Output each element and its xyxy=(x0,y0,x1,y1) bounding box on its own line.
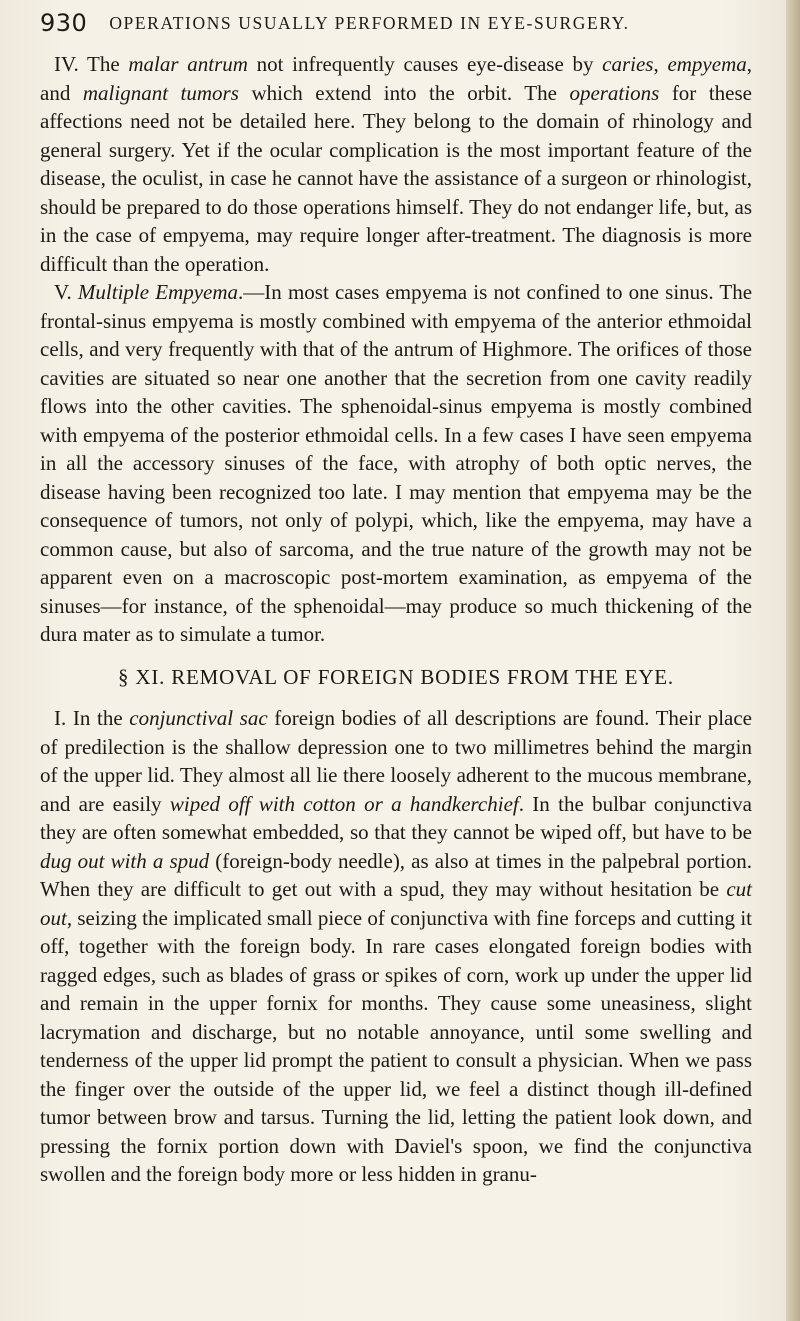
text-run: which extend into the orbit. The xyxy=(238,80,570,105)
paragraph-number: I. xyxy=(54,706,67,730)
text-run: The xyxy=(78,52,129,76)
paragraph-iv xyxy=(40,50,752,278)
text-run: , and xyxy=(40,52,752,105)
italic-term: caries xyxy=(602,52,654,76)
text-run: . In the bulbar conjunctiva they are often somewhat embedded, so that they cannot be wiped off, but have to be xyxy=(40,791,752,844)
page-header xyxy=(40,6,740,40)
section-heading: § XI. REMOVAL OF FOREIGN BODIES FROM THE EYE. xyxy=(118,664,674,689)
text-run: (foreign-body needle), as also at times in the palpebral portion. When they are difficult to get out with a spud, they may without hesitation be xyxy=(40,848,752,901)
paragraph-v xyxy=(40,278,752,649)
italic-term: malignant tumors xyxy=(82,80,239,105)
paragraph-i xyxy=(40,704,752,1189)
italic-term: empyema xyxy=(667,52,747,76)
italic-term: conjunctival sac xyxy=(129,706,268,730)
running-head: OPERATIONS USUALLY PERFORMED IN EYE-SURGERY. xyxy=(109,12,630,33)
paragraph-number: V. xyxy=(54,280,72,304)
italic-term: malar antrum xyxy=(128,52,248,76)
body-text xyxy=(40,50,752,1189)
italic-term: Multiple Empyema xyxy=(77,280,239,304)
text-run: not infrequently causes eye-disease by xyxy=(247,52,603,76)
italic-term: wiped off with cotton or a handkerchief xyxy=(169,791,519,816)
italic-term: cut out xyxy=(40,877,752,930)
italic-term: operations xyxy=(569,80,660,105)
text-run: In the xyxy=(66,706,130,730)
page-edge-shadow xyxy=(786,0,800,1321)
text-run: for these affections need not be detailed here. They belong to the domain of rhinology and general surgery. Yet if the ocular complication is the most important feature of the disease, the oculist, in case he cannot have the assistance of a surgeon or rhinologist, should be prepared to do those operations himself. They do not endanger life, but, as in the case of empyema, may require longer after-treatment. The diagnosis is more difficult than the operation. xyxy=(40,80,752,276)
text-run: foreign bodies of all descriptions are found. Their place of predilection is the shallow depression one to two millimetres behind the margin of the upper lid. They almost all lie there loosely adherent to the mucous membrane, and are easily xyxy=(40,706,752,816)
text-run: .—In most cases empyema is not confined to one sinus. The frontal-sinus empyema is mostly combined with empyema of the anterior ethmoidal cells, and very frequently with that of the antrum of Highmore. The orifices of those cavities are situated so near one another that the secretion from one cavity readily flows into the other cavities. The sphenoidal-sinus empyema is mostly combined with empyema of the posterior ethmoidal cells. In a few cases I have seen empyema in all the accessory sinuses of the face, with atrophy of both optic nerves, the disease having been recognized too late. I may mention that empyema may be the consequence of tumors, not only of polypi, which, like the empyema, may have a common cause, but also of sarcoma, and the true nature of the growth may not be apparent even on a macroscopic post-mortem examination, as empyema of the sinuses—for instance, of the sphenoidal—may produce so much thickening of the dura mater as to simulate a tumor. xyxy=(40,280,753,646)
text-run: , xyxy=(653,52,668,76)
italic-term: dug out with a spud xyxy=(40,848,210,873)
text-run: , seizing the implicated small piece of conjunctiva with fine forceps and cutting it off, together with the foreign body. In rare cases elongated foreign bodies with ragged edges, such as blades of grass or spikes of corn, work up under the upper lid and remain in the upper fornix for months. They cause some uneasiness, slight lacrymation and discharge, but no notable annoyance, until some swelling and tenderness of the upper lid prompt the patient to consult a physician. When we pass the finger over the outside of the upper lid, we feel a distinct though ill-defined tumor between brow and tarsus. Turning the lid, letting the patient look down, and pressing the fornix portion down with Daviel's spoon, we find the conjunctiva swollen and the foreign body more or less hidden in granu- xyxy=(40,905,752,1186)
paragraph-number: IV. xyxy=(54,52,79,76)
page-number: 930 xyxy=(40,9,88,37)
